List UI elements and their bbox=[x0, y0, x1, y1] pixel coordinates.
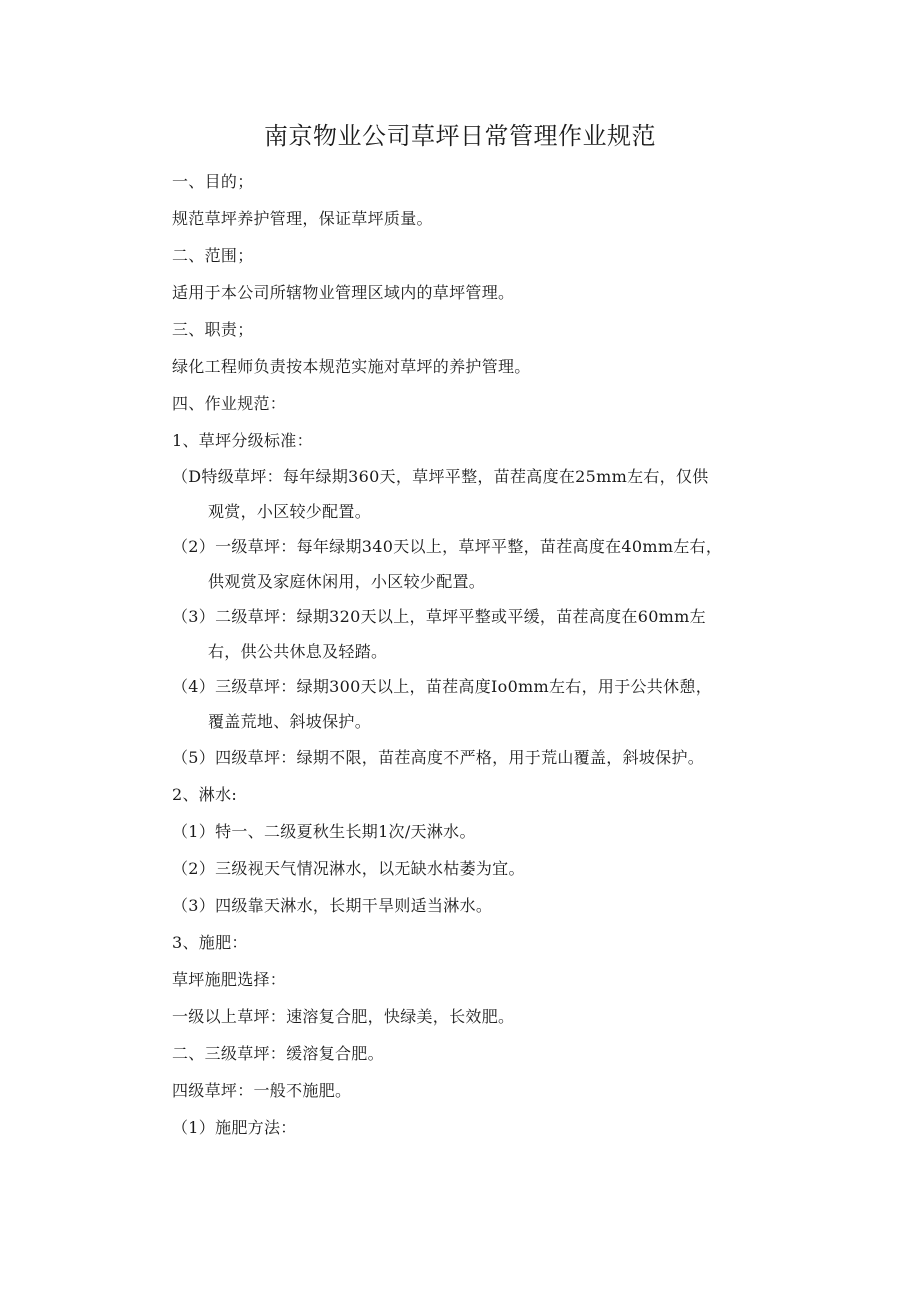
section-heading-duty: 三、职责； bbox=[172, 320, 254, 339]
fertilizer-choice-heading: 草坪施肥选择： bbox=[172, 970, 287, 989]
grade-item-line: （D特级草坪：每年绿期360天，草坪平整，苗茬高度在25mm左右，仅供 bbox=[172, 467, 709, 486]
section-heading-spec: 四、作业规范： bbox=[172, 394, 287, 413]
grade-item-continuation: 覆盖荒地、斜坡保护。 bbox=[208, 712, 372, 731]
document-body bbox=[172, 163, 782, 1146]
fertilizer-choice-item: 一级以上草坪：速溶复合肥，快绿美，长效肥。 bbox=[172, 1007, 515, 1026]
paragraph-scope: 适用于本公司所辖物业管理区域内的草坪管理。 bbox=[172, 283, 515, 302]
document-title: 南京物业公司草坪日常管理作业规范 bbox=[264, 122, 656, 150]
watering-item: （2）三级视天气情况淋水，以无缺水枯萎为宜。 bbox=[172, 859, 525, 878]
fertilizer-choice-item: 二、三级草坪：缓溶复合肥。 bbox=[172, 1044, 384, 1063]
paragraph-purpose: 规范草坪养护管理，保证草坪质量。 bbox=[172, 209, 433, 228]
grade-item-level1 bbox=[172, 529, 782, 599]
grade-item-continuation: 观赏，小区较少配置。 bbox=[208, 502, 372, 521]
grade-item-level4: （5）四级草坪：绿期不限，苗茬高度不严格，用于荒山覆盖，斜坡保护。 bbox=[172, 748, 705, 767]
watering-item: （3）四级靠天淋水，长期干旱则适当淋水。 bbox=[172, 896, 493, 915]
grade-item-line: （4）三级草坪：绿期300天以上，苗茬高度Io0mm左右，用于公共休憩， bbox=[172, 677, 712, 696]
watering-item: （1）特一、二级夏秋生长期1次/天淋水。 bbox=[172, 822, 476, 841]
section-heading-purpose: 一、目的； bbox=[172, 172, 254, 191]
fertilizing-method-heading: （1）施肥方法： bbox=[172, 1118, 297, 1137]
grade-item-special bbox=[172, 459, 782, 529]
subsection-heading-grading: 1、草坪分级标准： bbox=[172, 431, 313, 450]
section-heading-scope: 二、范围； bbox=[172, 246, 254, 265]
fertilizer-choice-item: 四级草坪：一般不施肥。 bbox=[172, 1081, 352, 1100]
grade-item-continuation: 供观赏及家庭休闲用，小区较少配置。 bbox=[208, 572, 486, 591]
grade-item-level3 bbox=[172, 669, 782, 739]
grade-item-level2 bbox=[172, 599, 782, 669]
subsection-heading-watering: 2、淋水: bbox=[172, 785, 238, 804]
subsection-heading-fertilizing: 3、施肥： bbox=[172, 933, 248, 952]
grade-item-line: （3）二级草坪：绿期320天以上，草坪平整或平缓，苗茬高度在60mm左 bbox=[172, 607, 706, 626]
paragraph-duty: 绿化工程师负责按本规范实施对草坪的养护管理。 bbox=[172, 357, 531, 376]
grade-item-continuation: 右，供公共休息及轻踏。 bbox=[208, 642, 388, 661]
grade-item-line: （2）一级草坪：每年绿期340天以上，草坪平整，苗茬高度在40mm左右， bbox=[172, 537, 723, 556]
